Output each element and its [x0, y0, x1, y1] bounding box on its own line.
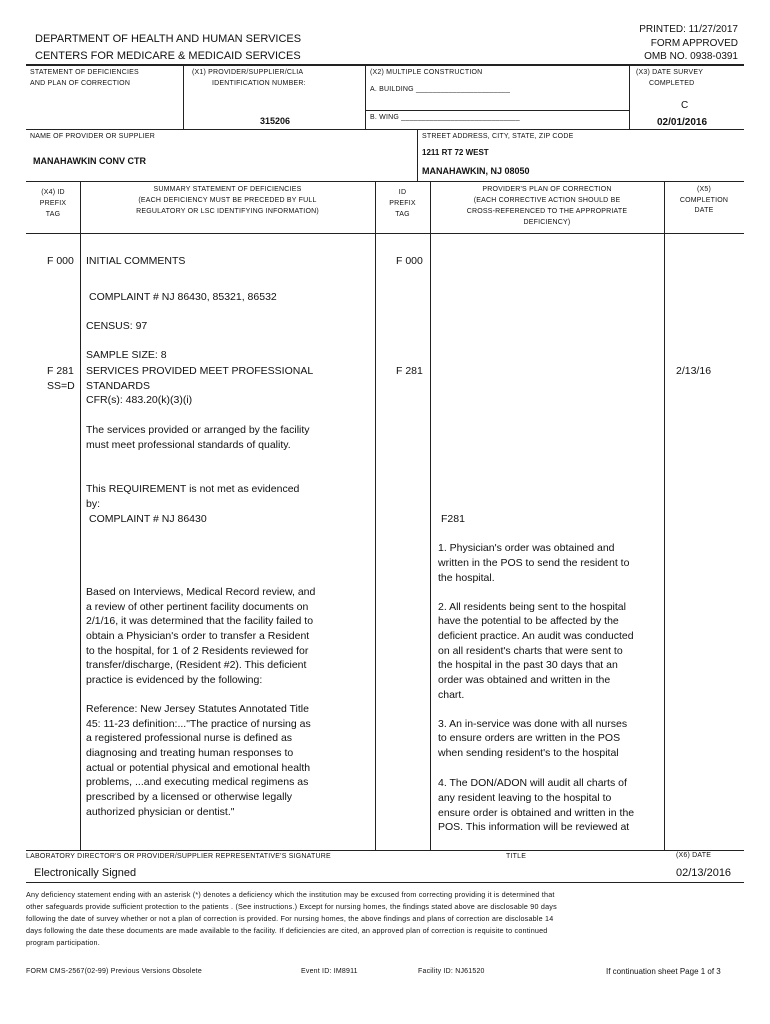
- city-state-zip: MANAHAWKIN, NJ 08050: [422, 166, 530, 176]
- agency-name: CENTERS FOR MEDICARE & MEDICAID SERVICES: [35, 50, 301, 62]
- event-id: Event ID: IM8911: [301, 968, 358, 975]
- provider-id: 315206: [260, 116, 291, 126]
- building-label: A. BUILDING _______________________: [370, 86, 511, 93]
- statement-label: STATEMENT OF DEFICIENCIES: [30, 69, 139, 76]
- x2-label: (X2) MULTIPLE CONSTRUCTION: [370, 69, 483, 76]
- survey-date: 02/01/2016: [657, 117, 708, 128]
- address-label: STREET ADDRESS, CITY, STATE, ZIP CODE: [422, 133, 574, 140]
- finding-line: 2/1/16, it was determined that the facility failed to: [86, 615, 314, 627]
- plan-item-4: POS. This information will be reviewed at: [438, 821, 630, 833]
- disclaimer-line: following the date of survey whether or not a plan of correction is provided. For nursing homes, the above findings and plans of correction are disclosable 14: [26, 914, 554, 923]
- plan-tag: F281: [441, 513, 465, 525]
- page-number: If continuation sheet Page 1 of 3: [606, 967, 721, 976]
- plan-item-3: when sending resident's to the hospital: [438, 747, 619, 759]
- plan-item-2: deficient practice. An audit was conducted: [438, 630, 634, 642]
- plan-item-3: 3. An in-service was done with all nurses: [438, 718, 628, 730]
- finding-line: practice is evidenced by the following:: [86, 674, 263, 686]
- plan-item-4: any resident leaving to the hospital to: [438, 792, 612, 804]
- title-label: TITLE: [506, 853, 527, 860]
- plan-header-2: (EACH CORRECTIVE ACTION SHOULD BE: [473, 197, 621, 204]
- plan-item-1: the hospital.: [438, 572, 495, 584]
- plan-header-3: CROSS-REFERENCED TO THE APPROPRIATE: [466, 208, 628, 215]
- x1-label-2: IDENTIFICATION NUMBER:: [212, 80, 306, 87]
- x3-label-2: COMPLETED: [649, 80, 695, 87]
- sample-size: SAMPLE SIZE: 8: [86, 349, 167, 361]
- plan-item-2: have the potential to be affected by the: [438, 615, 619, 627]
- provider-name: MANAHAWKIN CONV CTR: [33, 156, 146, 166]
- id-header: ID: [398, 189, 407, 196]
- tag-f281-right: F 281: [396, 365, 423, 377]
- plan-item-2: the hospital in the past 30 days that an: [438, 659, 618, 671]
- summary-header-3: REGULATORY OR LSC IDENTIFYING INFORMATION): [136, 208, 319, 215]
- x5-date: DATE: [694, 207, 714, 214]
- signature-value: Electronically Signed: [34, 867, 137, 879]
- completion-date: 2/13/16: [676, 365, 712, 377]
- requirement-line: This REQUIREMENT is not met as evidenced: [86, 483, 300, 495]
- services-line: The services provided or arranged by the facility: [86, 424, 310, 436]
- plan-label: AND PLAN OF CORRECTION: [30, 80, 131, 87]
- tag-f281: F 281: [47, 365, 74, 377]
- x1-label: (X1) PROVIDER/SUPPLIER/CLIA: [192, 69, 304, 76]
- cfr-reference: CFR(s): 483.20(k)(3)(i): [86, 394, 193, 406]
- facility-id: Facility ID: NJ61520: [418, 968, 485, 975]
- plan-item-2: 2. All residents being sent to the hospital: [438, 601, 626, 613]
- reference-line: a registered professional nurse is defined as: [86, 732, 293, 744]
- reference-line: 45: 11-23 definition:..."The practice of nursing as: [86, 718, 311, 730]
- census: CENSUS: 97: [86, 320, 148, 332]
- plan-item-4: ensure order is obtained and written in the: [438, 807, 635, 819]
- disclaimer-line: days following the date these documents are made available to the facility. If deficiencies are cited, an approved plan of correction is requisite to continued: [26, 926, 548, 935]
- reference-line: actual or potential physical and emotional health: [86, 762, 311, 774]
- disclaimer-line: Any deficiency statement ending with an asterisk (*) denotes a deficiency which the institution may be excused from correcting providing it is determined that: [26, 890, 555, 899]
- f281-title-2: STANDARDS: [86, 380, 150, 392]
- summary-header: SUMMARY STATEMENT OF DEFICIENCIES: [153, 186, 302, 193]
- finding-line: transfer/discharge, (Resident #2). This deficient: [86, 659, 307, 671]
- x5-completion: COMPLETION: [679, 197, 729, 204]
- reference-line: problems, ...and executing medical regimens as: [86, 776, 309, 788]
- plan-item-4: 4. The DON/ADON will audit all charts of: [438, 777, 627, 789]
- complaint-numbers: COMPLAINT # NJ 86430, 85321, 86532: [89, 291, 277, 303]
- x5-header: (X5): [696, 186, 712, 193]
- reference-line: Reference: New Jersey Statutes Annotated Title: [86, 703, 309, 715]
- finding-line: a review of other pertinent facility documents on: [86, 601, 309, 613]
- f281-title: SERVICES PROVIDED MEET PROFESSIONAL: [86, 365, 314, 377]
- scope-severity: SS=D: [47, 380, 75, 392]
- complaint-86430: COMPLAINT # NJ 86430: [89, 513, 207, 525]
- x4-prefix: PREFIX: [39, 200, 67, 207]
- plan-item-3: to ensure orders are written in the POS: [438, 732, 621, 744]
- summary-header-2: (EACH DEFICIENCY MUST BE PRECEDED BY FULL: [138, 197, 317, 204]
- tag-f000: F 000: [47, 255, 74, 267]
- finding-line: Based on Interviews, Medical Record review, and: [86, 586, 316, 598]
- services-line: must meet professional standards of quality.: [86, 439, 291, 451]
- plan-item-2: chart.: [438, 689, 465, 701]
- x3-label: (X3) DATE SURVEY: [636, 69, 704, 76]
- plan-item-1: 1. Physician's order was obtained and: [438, 542, 615, 554]
- reference-line: authorized physician or dentist.": [86, 806, 235, 818]
- finding-line: to the hospital, for 1 of 2 Residents reviewed for: [86, 645, 309, 657]
- printed-date: PRINTED: 11/27/2017: [639, 24, 738, 35]
- street-address: 1211 RT 72 WEST: [422, 148, 489, 157]
- reference-line: prescribed by a licensed or otherwise legally: [86, 791, 293, 803]
- tag-f000-right: F 000: [396, 255, 423, 267]
- wing-label: B. WING _____________________________: [370, 114, 520, 121]
- disclaimer-line: program participation.: [26, 938, 100, 947]
- finding-line: obtain a Physician's order to transfer a Resident: [86, 630, 310, 642]
- x4-header: (X4) ID: [41, 189, 65, 196]
- plan-item-2: order was obtained and written in the: [438, 674, 611, 686]
- requirement-line: by:: [86, 498, 101, 510]
- disclaimer-line: other safeguards provide sufficient protection to the patients . (See instructions.) Except for nursing homes, the findings stated above are disclosable 90 days: [26, 902, 557, 911]
- provider-name-label: NAME OF PROVIDER OR SUPPLIER: [30, 133, 156, 140]
- plan-item-1: written in the POS to send the resident to: [438, 557, 630, 569]
- form-approved: FORM APPROVED: [650, 38, 738, 49]
- omb-number: OMB NO. 0938-0391: [644, 51, 738, 62]
- signature-label: LABORATORY DIRECTOR'S OR PROVIDER/SUPPLIER REPRESENTATIVE'S SIGNATURE: [26, 853, 331, 860]
- id-tag: TAG: [395, 211, 410, 218]
- initial-comments: INITIAL COMMENTS: [86, 255, 186, 267]
- reference-line: diagnosing and treating human responses to: [86, 747, 294, 759]
- plan-item-2: on all resident's charts that were sent to: [438, 645, 623, 657]
- id-prefix: PREFIX: [389, 200, 416, 207]
- survey-type: C: [681, 100, 689, 111]
- form-number: FORM CMS-2567(02-99) Previous Versions Obsolete: [26, 968, 202, 975]
- plan-header-4: DEFICIENCY): [523, 219, 571, 226]
- date-label: (X6) DATE: [676, 852, 712, 859]
- plan-header: PROVIDER'S PLAN OF CORRECTION: [482, 186, 612, 193]
- signature-date: 02/13/2016: [676, 867, 732, 879]
- department-name: DEPARTMENT OF HEALTH AND HUMAN SERVICES: [35, 33, 302, 45]
- x4-tag: TAG: [45, 211, 61, 218]
